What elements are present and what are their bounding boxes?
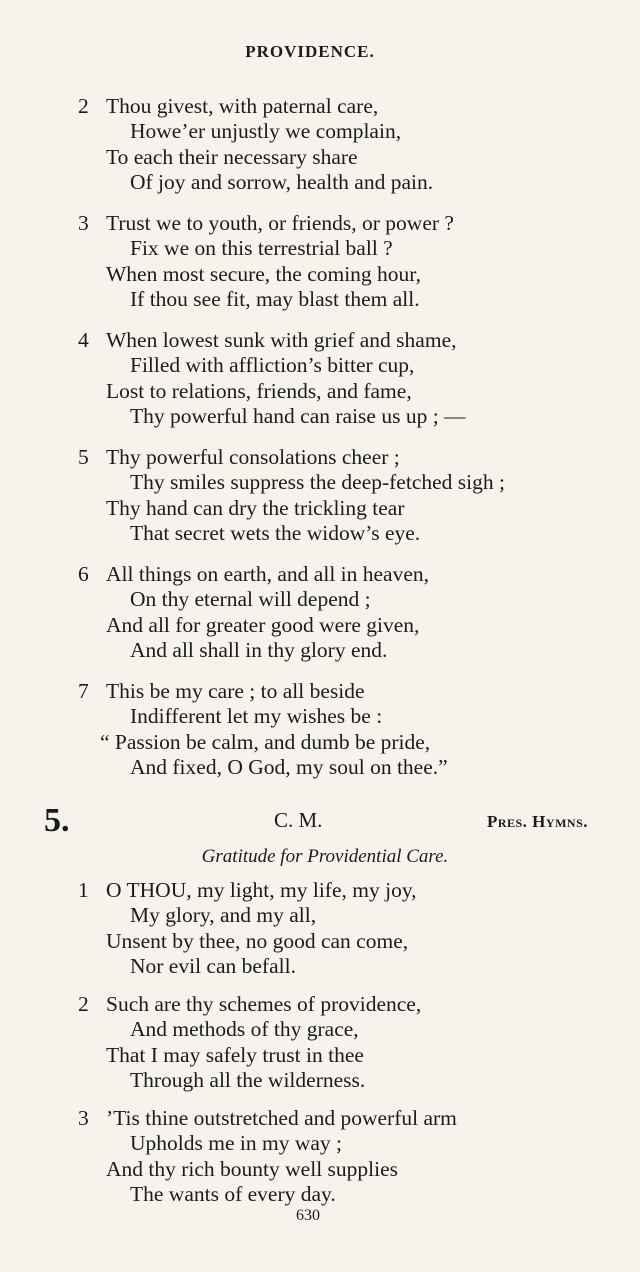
- verse-line: The wants of every day.: [130, 1181, 336, 1206]
- verse-line: Upholds me in my way ;: [130, 1131, 342, 1156]
- verse-line: Trust we to youth, or friends, or power ?: [106, 211, 454, 235]
- stanza-number: 4: [78, 328, 89, 352]
- hymn-subtitle: Gratitude for Providential Care.: [201, 846, 449, 867]
- stanza-number: 2: [78, 992, 89, 1016]
- verse-line: Indifferent let my wishes be :: [130, 704, 383, 729]
- verse-line: Thy powerful consolations cheer ;: [106, 445, 400, 469]
- verse-line: On thy eternal will depend ;: [130, 587, 371, 612]
- stanza-number: 5: [78, 445, 89, 469]
- hymn-number: 5.: [44, 802, 70, 839]
- page-number: 630: [296, 1207, 320, 1224]
- verse-line: And thy rich bounty well supplies: [106, 1156, 399, 1181]
- verse-line: Through all the wilderness.: [130, 1067, 366, 1092]
- stanza-number: 7: [78, 679, 89, 703]
- verse-line: O THOU, my light, my life, my joy,: [106, 878, 417, 902]
- stanza-number: 3: [78, 211, 89, 235]
- verse-line: Thy hand can dry the trickling tear: [106, 495, 405, 520]
- stanza-6: [78, 562, 618, 663]
- verse-line: This be my care ; to all beside: [106, 679, 365, 703]
- stanza-3: [78, 211, 618, 312]
- verse-line: And all for greater good were given,: [106, 612, 420, 637]
- stanza-2: [78, 94, 618, 195]
- verse-line: All things on earth, and all in heaven,: [106, 562, 430, 586]
- verse-line: Fix we on this terrestrial ball ?: [130, 236, 393, 261]
- hymn5-stanza-1: [78, 878, 618, 979]
- stanza-number: 6: [78, 562, 89, 586]
- hymn5-stanza-3: [78, 1106, 618, 1207]
- verse-line: That I may safely trust in thee: [106, 1042, 364, 1067]
- verse-line: To each their necessary share: [106, 144, 358, 169]
- hymn-heading: [44, 802, 594, 839]
- verse-line: “ Passion be calm, and dumb be pride,: [100, 729, 431, 754]
- stanza-7: [78, 679, 618, 780]
- running-header: PROVIDENCE.: [245, 42, 375, 61]
- verse-line: Howe’er unjustly we complain,: [130, 119, 402, 144]
- verse-line: Such are thy schemes of providence,: [106, 992, 422, 1016]
- hymn-source: Pres. Hymns.: [486, 812, 588, 831]
- verse-line: And methods of thy grace,: [130, 1017, 359, 1042]
- stanza-5: [78, 445, 618, 546]
- stanza-number: 1: [78, 878, 89, 902]
- verse-line: And fixed, O God, my soul on thee.”: [130, 754, 448, 779]
- stanza-4: [78, 328, 618, 429]
- verse-line: Thou givest, with paternal care,: [106, 94, 379, 118]
- stanza-number: 2: [78, 94, 89, 118]
- verse-line: Nor evil can befall.: [130, 953, 296, 978]
- verse-line: ’Tis thine outstretched and powerful arm: [106, 1106, 457, 1130]
- verse-line: That secret wets the widow’s eye.: [130, 520, 421, 545]
- verse-line: And all shall in thy glory end.: [130, 637, 388, 662]
- verse-line: Filled with affliction’s bitter cup,: [130, 353, 415, 378]
- verse-line: Unsent by thee, no good can come,: [106, 928, 409, 953]
- stanza-number: 3: [78, 1106, 89, 1130]
- verse-line: When most secure, the coming hour,: [106, 261, 421, 286]
- verse-line: Thy powerful hand can raise us up ; —: [130, 403, 466, 428]
- hymn5-stanza-2: [78, 992, 618, 1093]
- verse-line: Lost to relations, friends, and fame,: [106, 378, 412, 403]
- verse-line: My glory, and my all,: [130, 903, 317, 928]
- verse-line: Thy smiles suppress the deep-fetched sigh ;: [130, 470, 505, 495]
- verse-line: When lowest sunk with grief and shame,: [106, 328, 457, 352]
- hymn-meter: C. M.: [274, 808, 323, 832]
- verse-line: If thou see fit, may blast them all.: [130, 286, 420, 311]
- verse-line: Of joy and sorrow, health and pain.: [130, 169, 434, 194]
